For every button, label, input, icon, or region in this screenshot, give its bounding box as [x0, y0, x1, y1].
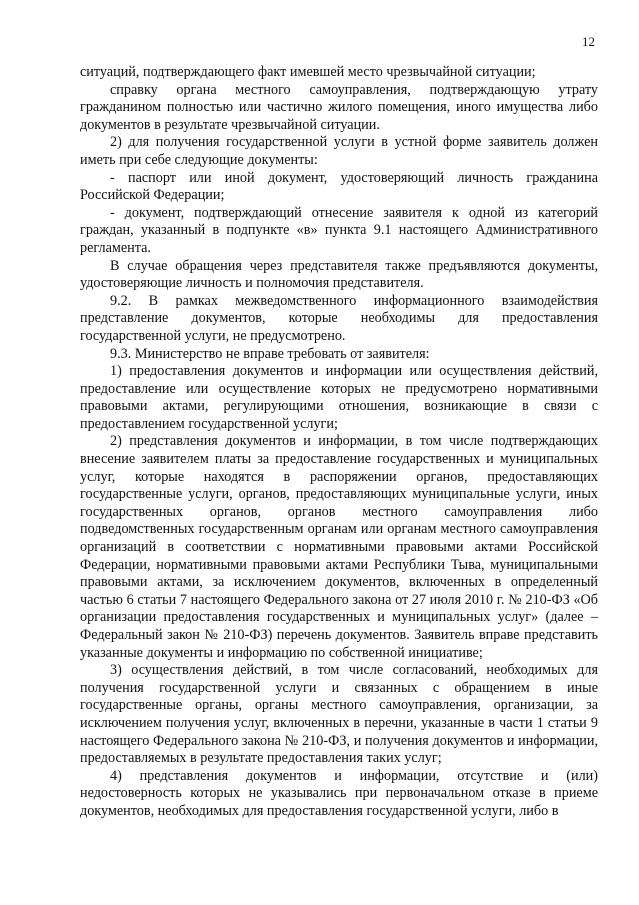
paragraph-11: 3) осуществления действий, в том числе согласований, необходимых для получения государственной услуги и связанных с обращением в иные государственные органы, органы местного самоуправления, организации, за исключением получения услуг, включенных в перечни, указанные в части 1 статьи 9 настоящего Федерального закона № 210-ФЗ, и получения документов и информации, предоставляемых в результате предоставления таких услуг;: [80, 662, 598, 767]
paragraph-3: 2) для получения государственной услуги в устной форме заявитель должен иметь при себе следующие документы:: [80, 134, 598, 168]
paragraph-4: - паспорт или иной документ, удостоверяющий личность гражданина Российской Федерации;: [80, 169, 598, 204]
page-number: 12: [582, 34, 595, 49]
document-body: [80, 64, 598, 821]
paragraph-10: 2) представления документов и информации, в том числе подтверждающих внесение заявителем платы за предоставление государственных и муниципальных услуг, которые находятся в распоряжении органов, предоставляющих государственные услуги, органов, предоставляющих муниципальные услуги, иных государственных органов, органов местного самоуправления либо подведомственных государственным органам или органам местного самоуправления организаций в соответствии с нормативными правовыми актами Российской Федерации, нормативными правовыми актами Республики Тыва, муниципальными правовыми актами, за исключением документов, включенных в определенный частью 6 статьи 7 настоящего Федерального закона от 27 июля 2010 г. № 210-ФЗ «Об организации предоставления государственных и муниципальных услуг» (далее – Федеральный закон № 210-ФЗ) перечень документов. Заявитель вправе представить указанные документы и информацию по собственной инициативе;: [80, 433, 598, 661]
paragraph-1: ситуаций, подтверждающего факт имевшей место чрезвычайной ситуации;: [80, 64, 536, 80]
paragraph-2: справку органа местного самоуправления, подтверждающую утрату гражданином полностью или частично жилого помещения, иного имущества либо документов в результате чрезвычайной ситуации.: [80, 81, 598, 133]
paragraph-6: В случае обращения через представителя также предъявляются документы, удостоверяющие личность и полномочия представителя.: [80, 257, 598, 292]
paragraph-7: 9.2. В рамках межведомственного информационного взаимодействия представление документов, которые необходимы для предоставления государственной услуги, не предусмотрено.: [80, 292, 598, 344]
paragraph-8: 9.3. Министерство не вправе требовать от заявителя:: [110, 345, 430, 362]
paragraph-5: - документ, подтверждающий отнесение заявителя к одной из категорий граждан, указанный в подпункте «в» пункта 9.1 настоящего Административного регламента.: [80, 204, 598, 256]
paragraph-12: 4) представления документов и информации, отсутствие и (или) недостоверность которых не указывались при первоначальном отказе в приеме документов, необходимых для предоставления государственной услуги, либо в: [80, 767, 598, 819]
paragraph-9: 1) предоставления документов и информации или осуществления действий, предоставление или осуществление которых не предусмотрено нормативными правовыми актами, регулирующими отношения, возникающие в связи с предоставлением государственной услуги;: [80, 363, 598, 432]
